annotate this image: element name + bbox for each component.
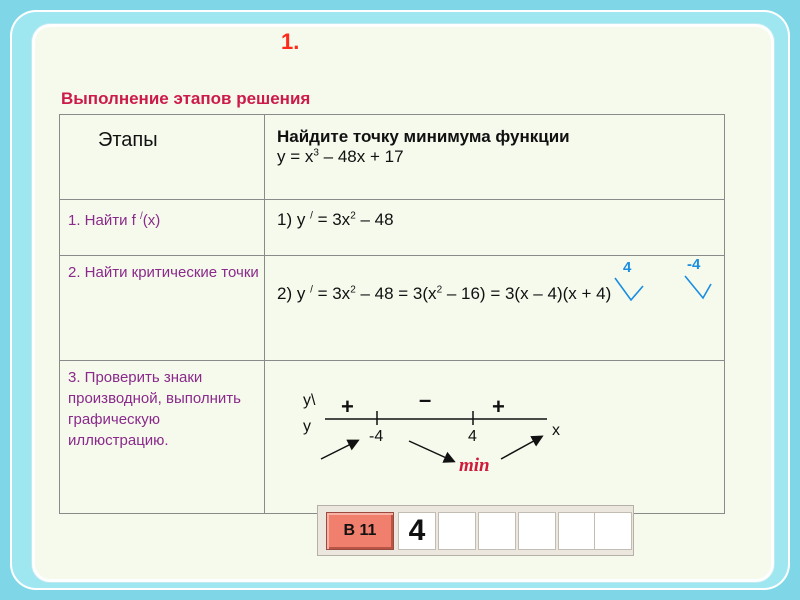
- solution-table: [59, 114, 725, 514]
- answer-cell[interactable]: [558, 512, 596, 550]
- solution-part: 1) y: [277, 210, 311, 229]
- prime-mark: /: [310, 284, 313, 296]
- answer-cell[interactable]: [594, 512, 632, 550]
- table-row: [60, 361, 725, 514]
- sign-plus: +: [341, 394, 354, 419]
- sign-diagram-cell: [265, 361, 725, 514]
- increasing-arrow: [321, 441, 357, 459]
- solution-part: = 3x: [312, 284, 351, 303]
- solution-part: – 48: [355, 210, 394, 229]
- step-3: 3. Проверить знаки производной, выполнить графическую иллюстрацию.: [60, 361, 265, 514]
- tick-label: -4: [369, 428, 384, 445]
- solution-1: [265, 200, 725, 256]
- function-part: y = x: [277, 147, 314, 166]
- x-label: x: [552, 422, 560, 439]
- function-exponent: 3: [313, 147, 319, 159]
- table-header-row: [60, 115, 725, 200]
- function-text: [277, 147, 404, 166]
- task-number: 1.: [281, 29, 300, 54]
- step-text: (x): [142, 212, 161, 229]
- extremum-label: min: [459, 455, 490, 476]
- y-prime-label: y\: [303, 392, 316, 409]
- answer-bar: [317, 505, 634, 556]
- solution-2: [265, 256, 725, 361]
- section-title: Выполнение этапов решения: [61, 89, 311, 108]
- y-label: y: [303, 418, 311, 435]
- step-text: 1. Найти f: [68, 212, 140, 229]
- exponent: 2: [436, 284, 443, 296]
- header-task: [265, 115, 725, 200]
- solution-part: – 16) = 3(x – 4)(x + 4): [442, 284, 612, 303]
- solution-part: 2) y: [277, 284, 311, 303]
- root-label: 4: [623, 259, 632, 276]
- answer-cell[interactable]: [518, 512, 556, 550]
- step-1: [60, 200, 265, 256]
- root-marker-check-icon: [685, 276, 711, 298]
- root-marker-check-icon: [615, 278, 643, 300]
- increasing-arrow: [501, 437, 541, 459]
- solution-part: – 48 = 3(x: [355, 284, 437, 303]
- sign-diagram: [265, 361, 725, 507]
- step-prime: /: [139, 211, 143, 222]
- solution-part: = 3x: [312, 210, 351, 229]
- prime-mark: /: [310, 210, 313, 222]
- answer-cell[interactable]: [478, 512, 516, 550]
- function-part: – 48x + 17: [318, 147, 404, 166]
- decreasing-arrow: [409, 441, 453, 461]
- step-2: 2. Найти критические точки: [60, 256, 265, 361]
- answer-label-button[interactable]: В 11: [326, 512, 394, 550]
- sign-minus: –: [419, 387, 432, 412]
- answer-cell[interactable]: [438, 512, 476, 550]
- exponent: 2: [350, 284, 356, 296]
- root-label: -4: [687, 256, 701, 273]
- table-row: [60, 256, 725, 361]
- sign-plus: +: [492, 394, 505, 419]
- answer-cell[interactable]: 4: [398, 512, 436, 550]
- exponent: 2: [350, 210, 356, 222]
- root-markers: [265, 256, 725, 332]
- tick-label: 4: [468, 428, 477, 445]
- header-task-title: Найдите точку минимума функции: [277, 127, 570, 146]
- table-row: [60, 200, 725, 256]
- header-steps: Этапы: [60, 115, 265, 200]
